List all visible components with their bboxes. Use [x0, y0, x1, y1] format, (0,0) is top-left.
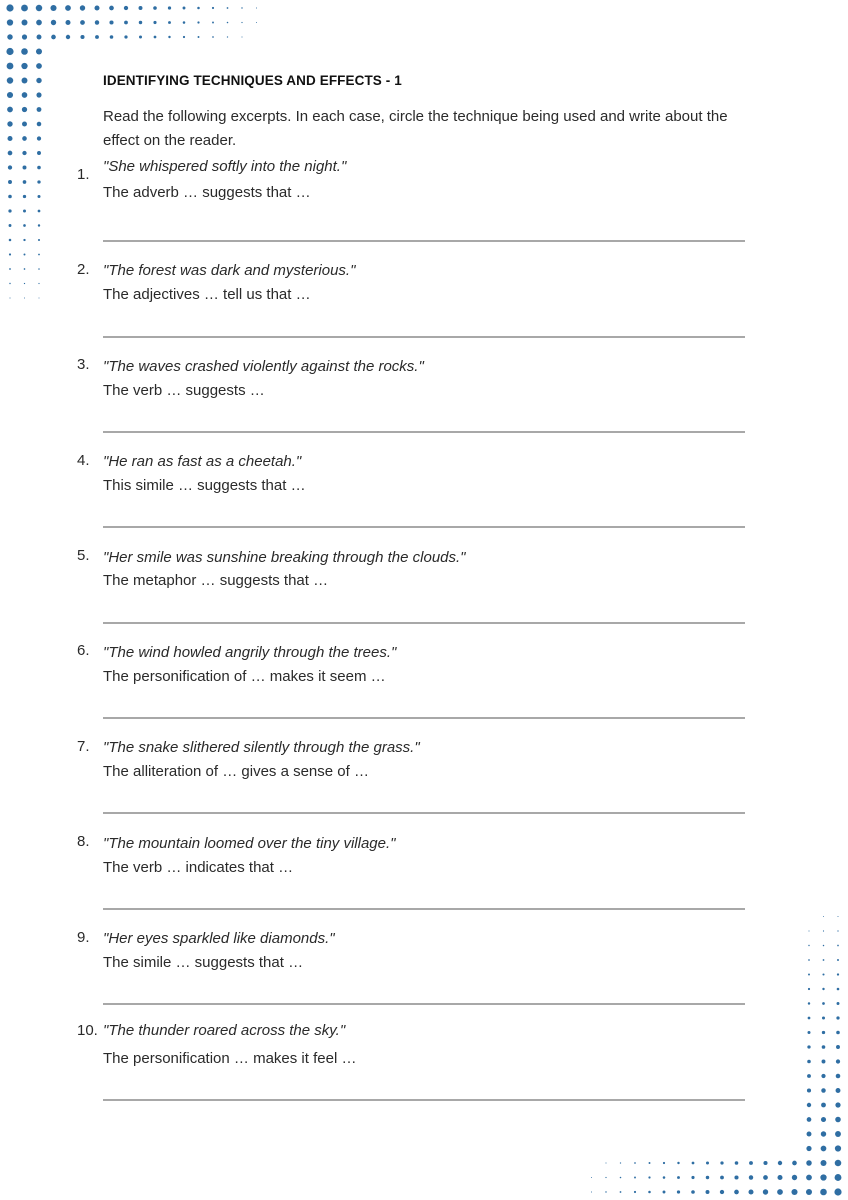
- decorative-dot: [8, 195, 12, 199]
- decorative-dot: [720, 1176, 724, 1180]
- decorative-dot: [807, 1103, 811, 1107]
- decorative-dot: [7, 77, 13, 83]
- decorative-dot: [807, 1088, 811, 1092]
- decorative-dot: [80, 35, 84, 39]
- decorative-dot: [37, 35, 42, 40]
- decorative-dot: [124, 35, 127, 38]
- decorative-dot: [22, 151, 26, 155]
- decorative-dot: [823, 916, 824, 917]
- decorative-dot: [691, 1190, 695, 1194]
- decorative-dot: [835, 1117, 841, 1123]
- question-quote: "The wind howled angrily through the trees.": [103, 644, 397, 661]
- decorative-dot: [778, 1161, 782, 1165]
- decorative-dot: [823, 930, 824, 931]
- worksheet-title: IDENTIFYING TECHNIQUES AND EFFECTS - 1: [103, 73, 402, 88]
- decorative-dot: [36, 78, 41, 83]
- decorative-dot: [21, 48, 28, 55]
- decorative-dot: [38, 210, 41, 213]
- decorative-dot: [22, 122, 27, 127]
- decorative-dot: [748, 1189, 753, 1194]
- decorative-dot: [21, 63, 27, 69]
- decorative-dot: [808, 930, 809, 931]
- decorative-dot: [620, 1191, 622, 1193]
- decorative-dot: [836, 1059, 840, 1063]
- decorative-dot: [37, 166, 41, 170]
- decorative-dot: [605, 1191, 606, 1192]
- decorative-dot: [605, 1162, 606, 1163]
- answer-line[interactable]: [103, 812, 745, 814]
- question-prompt: The verb … suggests …: [103, 382, 265, 399]
- answer-line[interactable]: [103, 717, 745, 719]
- decorative-dot: [227, 36, 228, 37]
- decorative-dot: [822, 1060, 826, 1064]
- answer-line[interactable]: [103, 336, 745, 338]
- decorative-dot: [808, 1002, 810, 1004]
- decorative-dot: [706, 1162, 709, 1165]
- decorative-dot: [836, 1045, 840, 1049]
- decorative-dot: [36, 5, 42, 11]
- decorative-dot: [24, 298, 25, 299]
- decorative-dot: [9, 239, 12, 242]
- decorative-dot: [691, 1176, 694, 1179]
- decorative-dot: [23, 166, 27, 170]
- decorative-dot: [6, 48, 13, 55]
- question-quote: "She whispered softly into the night.": [103, 158, 347, 175]
- decorative-dot: [227, 7, 229, 9]
- decorative-dot: [820, 1174, 826, 1180]
- decorative-dot: [22, 78, 28, 84]
- decorative-dot: [837, 959, 839, 961]
- decorative-dot: [51, 35, 56, 40]
- decorative-dot: [23, 210, 26, 213]
- decorative-dot: [634, 1191, 636, 1193]
- decorative-dot: [706, 1176, 709, 1179]
- decorative-dot: [806, 1160, 812, 1166]
- decorative-dot: [806, 1146, 811, 1151]
- decorative-dot: [823, 945, 825, 947]
- question-number: 7.: [77, 738, 90, 755]
- decorative-dot: [23, 239, 25, 241]
- decorative-dot: [36, 92, 41, 97]
- question-prompt: The personification … makes it feel …: [103, 1050, 357, 1067]
- decorative-dot: [808, 945, 809, 946]
- decorative-dot: [835, 1174, 842, 1181]
- decorative-dot: [37, 107, 42, 112]
- decorative-dot: [692, 1162, 695, 1165]
- decorative-dot: [50, 5, 56, 11]
- decorative-dot: [21, 19, 27, 25]
- decorative-dot: [9, 297, 10, 298]
- decorative-dot: [822, 1002, 825, 1005]
- decorative-dot: [648, 1176, 650, 1178]
- instructions: Read the following excerpts. In each case, circle the technique being used and write about the effect on the reader.: [103, 108, 728, 149]
- decorative-dot: [734, 1175, 738, 1179]
- decorative-dot: [65, 5, 71, 11]
- decorative-dot: [37, 195, 40, 198]
- decorative-dot: [605, 1177, 606, 1178]
- decorative-dot: [821, 1088, 826, 1093]
- decorative-dot: [24, 283, 25, 284]
- decorative-dot: [80, 5, 85, 10]
- question-prompt: The verb … indicates that …: [103, 859, 294, 876]
- decorative-dot: [7, 63, 14, 70]
- bottom-right-dot-pattern: [540, 870, 848, 1200]
- answer-line[interactable]: [103, 240, 745, 242]
- decorative-dot: [749, 1161, 753, 1165]
- decorative-dot: [834, 1188, 841, 1195]
- question-quote: "The mountain loomed over the tiny village.": [103, 835, 396, 852]
- decorative-dot: [822, 973, 824, 975]
- decorative-dot: [95, 20, 99, 24]
- answer-line[interactable]: [103, 526, 745, 528]
- decorative-dot: [838, 916, 839, 917]
- decorative-dot: [9, 253, 11, 255]
- decorative-dot: [820, 1189, 827, 1196]
- answer-line[interactable]: [103, 431, 745, 433]
- decorative-dot: [836, 1088, 841, 1093]
- decorative-dot: [212, 36, 214, 38]
- decorative-dot: [38, 268, 40, 270]
- decorative-dot: [36, 48, 42, 54]
- question-prompt: The simile … suggests that …: [103, 954, 304, 971]
- decorative-dot: [808, 959, 810, 961]
- decorative-dot: [806, 1189, 812, 1195]
- decorative-dot: [37, 180, 40, 183]
- decorative-dot: [38, 283, 39, 284]
- decorative-dot: [241, 22, 242, 23]
- question-quote: "The thunder roared across the sky.": [103, 1022, 346, 1039]
- decorative-dot: [109, 20, 113, 24]
- decorative-dot: [808, 988, 810, 990]
- decorative-dot: [649, 1162, 651, 1164]
- decorative-dot: [720, 1190, 724, 1194]
- question-number: 8.: [77, 833, 90, 850]
- decorative-dot: [124, 6, 128, 10]
- question-number: 6.: [77, 642, 90, 659]
- decorative-dot: [823, 959, 825, 961]
- question-quote: "Her smile was sunshine breaking through the clouds.": [103, 549, 466, 566]
- decorative-dot: [110, 35, 114, 39]
- decorative-dot: [65, 20, 70, 25]
- decorative-dot: [821, 1103, 826, 1108]
- decorative-dot: [806, 1175, 812, 1181]
- decorative-dot: [777, 1189, 783, 1195]
- answer-line[interactable]: [103, 1099, 745, 1101]
- question-number: 4.: [77, 452, 90, 469]
- decorative-dot: [837, 988, 840, 991]
- decorative-dot: [212, 7, 214, 9]
- decorative-dot: [38, 239, 40, 241]
- decorative-dot: [792, 1161, 797, 1166]
- decorative-dot: [822, 1031, 825, 1034]
- decorative-dot: [212, 22, 214, 24]
- decorative-dot: [94, 5, 99, 10]
- question-prompt: The adjectives … tell us that …: [103, 286, 311, 303]
- decorative-dot: [227, 22, 229, 24]
- decorative-dot: [808, 974, 810, 976]
- decorative-dot: [821, 1117, 826, 1122]
- decorative-dot: [648, 1191, 651, 1194]
- decorative-dot: [792, 1175, 797, 1180]
- decorative-dot: [37, 122, 42, 127]
- decorative-dot: [835, 1102, 840, 1107]
- decorative-dot: [634, 1162, 636, 1164]
- decorative-dot: [256, 7, 257, 8]
- question-prompt: The metaphor … suggests that …: [103, 572, 329, 589]
- decorative-dot: [139, 21, 142, 24]
- decorative-dot: [820, 1160, 826, 1166]
- decorative-dot: [7, 92, 13, 98]
- decorative-dot: [154, 36, 157, 39]
- decorative-dot: [591, 1177, 592, 1178]
- question-prompt: The alliteration of … gives a sense of …: [103, 763, 369, 780]
- decorative-dot: [9, 224, 12, 227]
- decorative-dot: [7, 107, 13, 113]
- decorative-dot: [822, 988, 824, 990]
- answer-line[interactable]: [103, 908, 745, 910]
- decorative-dot: [22, 107, 27, 112]
- decorative-dot: [197, 21, 199, 23]
- decorative-dot: [21, 5, 28, 12]
- decorative-dot: [808, 1017, 811, 1020]
- question-quote: "The snake slithered silently through the grass.": [103, 739, 420, 756]
- decorative-dot: [763, 1175, 768, 1180]
- decorative-dot: [837, 945, 839, 947]
- decorative-dot: [821, 1146, 827, 1152]
- decorative-dot: [66, 35, 70, 39]
- decorative-dot: [591, 1191, 592, 1192]
- question-number: 2.: [77, 261, 90, 278]
- decorative-dot: [9, 283, 10, 284]
- decorative-dot: [80, 20, 85, 25]
- decorative-dot: [168, 6, 171, 9]
- question-quote: "The forest was dark and mysterious.": [103, 262, 356, 279]
- decorative-dot: [38, 224, 40, 226]
- decorative-dot: [9, 268, 11, 270]
- decorative-dot: [634, 1177, 636, 1179]
- decorative-dot: [198, 36, 200, 38]
- decorative-dot: [39, 298, 40, 299]
- question-number: 5.: [77, 547, 90, 564]
- decorative-dot: [37, 151, 41, 155]
- decorative-dot: [109, 6, 114, 11]
- decorative-dot: [153, 6, 157, 10]
- decorative-dot: [23, 224, 26, 227]
- decorative-dot: [7, 19, 13, 25]
- decorative-dot: [821, 1131, 826, 1136]
- decorative-dot: [821, 1074, 825, 1078]
- decorative-dot: [8, 180, 12, 184]
- decorative-dot: [835, 1145, 841, 1151]
- decorative-dot: [38, 254, 40, 256]
- decorative-dot: [807, 1060, 811, 1064]
- decorative-dot: [663, 1176, 666, 1179]
- decorative-dot: [735, 1161, 739, 1165]
- decorative-dot: [807, 1117, 812, 1122]
- decorative-dot: [7, 34, 12, 39]
- decorative-dot: [777, 1175, 782, 1180]
- decorative-dot: [7, 121, 12, 126]
- decorative-dot: [95, 35, 99, 39]
- decorative-dot: [837, 973, 839, 975]
- decorative-dot: [763, 1189, 768, 1194]
- decorative-dot: [807, 1031, 810, 1034]
- decorative-dot: [837, 1002, 840, 1005]
- question-quote: "The waves crashed violently against the rocks.": [103, 358, 424, 375]
- decorative-dot: [22, 136, 27, 141]
- decorative-dot: [734, 1190, 739, 1195]
- decorative-dot: [8, 165, 12, 169]
- decorative-dot: [836, 1016, 839, 1019]
- decorative-dot: [168, 36, 170, 38]
- decorative-dot: [677, 1176, 680, 1179]
- decorative-dot: [153, 21, 156, 24]
- decorative-dot: [663, 1162, 665, 1164]
- decorative-dot: [139, 36, 142, 39]
- decorative-dot: [720, 1161, 723, 1164]
- question-number: 9.: [77, 929, 90, 946]
- decorative-dot: [183, 21, 186, 24]
- decorative-dot: [791, 1189, 797, 1195]
- decorative-dot: [677, 1162, 679, 1164]
- decorative-dot: [620, 1162, 621, 1163]
- decorative-dot: [168, 21, 171, 24]
- decorative-dot: [807, 1045, 810, 1048]
- decorative-dot: [677, 1190, 680, 1193]
- decorative-dot: [197, 7, 200, 10]
- decorative-dot: [836, 1074, 841, 1079]
- question-number: 1.: [77, 166, 90, 183]
- question-prompt: The personification of … makes it seem …: [103, 668, 386, 685]
- decorative-dot: [6, 4, 13, 11]
- decorative-dot: [807, 1074, 811, 1078]
- decorative-dot: [835, 1160, 842, 1167]
- answer-line[interactable]: [103, 622, 745, 624]
- decorative-dot: [22, 34, 27, 39]
- decorative-dot: [836, 1031, 840, 1035]
- decorative-dot: [37, 136, 41, 140]
- decorative-dot: [822, 1045, 826, 1049]
- decorative-dot: [663, 1191, 666, 1194]
- decorative-dot: [139, 6, 143, 10]
- decorative-dot: [124, 21, 128, 25]
- decorative-dot: [837, 930, 838, 931]
- decorative-dot: [241, 7, 242, 8]
- decorative-dot: [256, 22, 257, 23]
- decorative-dot: [183, 36, 185, 38]
- decorative-dot: [36, 20, 42, 26]
- question-quote: "Her eyes sparkled like diamonds.": [103, 930, 335, 947]
- decorative-dot: [8, 151, 13, 156]
- decorative-dot: [835, 1131, 841, 1137]
- question-prompt: The adverb … suggests that …: [103, 184, 311, 201]
- decorative-dot: [241, 36, 242, 37]
- decorative-dot: [822, 1016, 825, 1019]
- decorative-dot: [36, 63, 42, 69]
- decorative-dot: [183, 7, 186, 10]
- decorative-dot: [749, 1175, 753, 1179]
- answer-line[interactable]: [103, 1003, 745, 1005]
- decorative-dot: [23, 180, 27, 184]
- decorative-dot: [807, 1132, 812, 1137]
- decorative-dot: [763, 1161, 767, 1165]
- decorative-dot: [8, 209, 11, 212]
- decorative-dot: [24, 254, 26, 256]
- question-quote: "He ran as fast as a cheetah.": [103, 453, 302, 470]
- decorative-dot: [51, 20, 56, 25]
- decorative-dot: [706, 1190, 710, 1194]
- question-number: 10.: [77, 1022, 98, 1039]
- decorative-dot: [22, 92, 28, 98]
- decorative-dot: [23, 195, 26, 198]
- decorative-dot: [620, 1177, 622, 1179]
- decorative-dot: [24, 268, 26, 270]
- question-number: 3.: [77, 356, 90, 373]
- decorative-dot: [7, 136, 12, 141]
- question-prompt: This simile … suggests that …: [103, 477, 306, 494]
